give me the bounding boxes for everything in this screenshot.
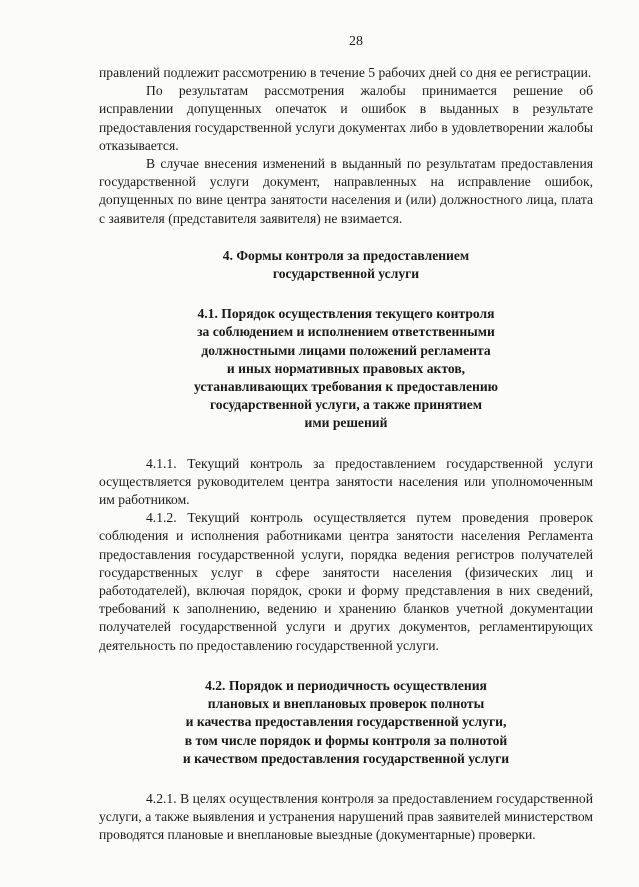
heading-line: 4.2. Порядок и периодичность осуществления (205, 677, 487, 693)
paragraph-complaint-decision: По результатам рассмотрения жалобы принимается решение об исправлении допущенных опечаток и ошибок в выданных в результате предоставления государственной услуги документах либо в удовлетворении жалобы отказывается. (99, 83, 593, 153)
heading-line: за соблюдением и исполнением ответственными (197, 324, 495, 340)
paragraph-4-2-1: 4.2.1. В целях осуществления контроля за предоставлением государственной услуги, а также выявления и устранения нарушений прав заявителей министерством проводятся плановые и внеплановые выездные (документарные) проверки. (99, 790, 593, 843)
paragraph-4-1-2: 4.1.2. Текущий контроль осуществляется путем проведения проверок соблюдения и исполнения работниками центра занятости населения Регламента предоставления государственной услуги, порядка ведения регистров получателей государственных услуг в сфере занятости населения (физических лиц и работодателей), включая порядок, сроки и форму представления в них сведений, требований к заполнению, ведению и хранению бланков учетной документации получателей государственной услуги и других документов, регламентирующих деятельность по предоставлению государственной услуги. (99, 510, 593, 653)
heading-line: в том числе порядок и формы контроля за полнотой (184, 732, 508, 748)
heading-line: государственной услуги (272, 266, 420, 282)
section-heading-4-1 (99, 305, 593, 432)
page-number: 28 (349, 34, 363, 49)
heading-line: 4.1. Порядок осуществления текущего контроля (197, 306, 495, 322)
section-heading-4 (99, 247, 593, 283)
heading-line: плановых и внеплановых проверок полноты (207, 696, 485, 712)
paragraph-4-1-1: 4.1.1. Текущий контроль за предоставлением государственной услуги осуществляется руководителем центра занятости населения или уполномоченным им работником. (99, 455, 593, 508)
heading-line: устанавливающих требования к предоставлению (193, 379, 499, 395)
paragraph-registration: правлений подлежит рассмотрению в течение 5 рабочих дней со дня ее регистрации. (99, 65, 592, 80)
section-heading-4-2 (99, 677, 593, 768)
heading-line: и иных нормативных правовых актов, (226, 360, 466, 376)
heading-line: и качеством предоставления государственной услуги (182, 750, 510, 766)
paragraph-no-fee: В случае внесения изменений в выданный по результатам предоставления государственной услуги документ, направленных на исправление ошибок, допущенных по вине центра занятости населения и (или) должностного лица, плата с заявителя (представителя заявителя) не взимается. (99, 156, 593, 226)
heading-line: 4. Формы контроля за предоставлением (222, 247, 470, 263)
heading-line: государственной услуги, а также принятием (209, 397, 483, 413)
heading-line: должностными лицами положений регламента (201, 342, 491, 358)
heading-line: ими решений (304, 415, 388, 431)
heading-line: и качества предоставления государственной услуги, (185, 714, 507, 730)
